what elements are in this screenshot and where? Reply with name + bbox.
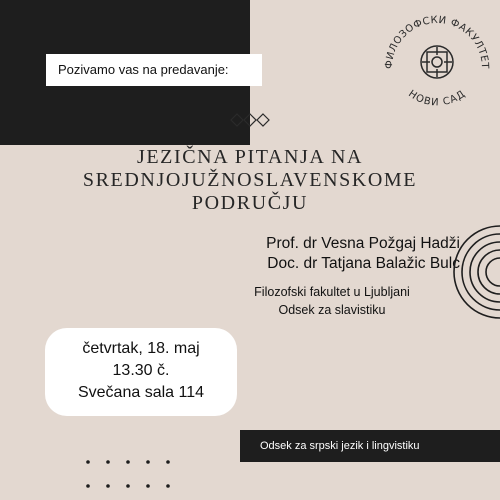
title-line-2: SREDNJOJUŽNOSLAVENSKOME [82, 169, 418, 191]
affiliation-department: Odsek za slavistiku [278, 303, 386, 317]
concentric-circles-ornament [440, 222, 500, 322]
svg-text:НОВИ САД [406, 88, 468, 108]
diamond-ornament-icon [230, 112, 270, 128]
invitation-label: Pozivamo vas na predavanje: [46, 54, 262, 86]
title-line-1: JEZIČNA PITANJA NA [136, 146, 364, 168]
event-date: četvrtak, 18. maj [82, 340, 200, 357]
seal-text-top: ФИЛОЗОФСКИ ФАКУЛТЕТ [383, 14, 491, 70]
event-venue: Svečana sala 114 [77, 384, 204, 401]
speaker-2: Doc. dr Tatjana Balažic Bulc [267, 255, 460, 272]
event-details-card [45, 328, 237, 416]
faculty-seal-logo [378, 6, 496, 124]
dot-grid-ornament [84, 456, 174, 496]
seal-text-bottom: НОВИ САД [406, 88, 468, 109]
seal-emblem-icon [421, 46, 453, 78]
lecture-title [0, 146, 500, 215]
event-time: 13.30 č. [112, 362, 170, 379]
affiliation-faculty: Filozofski fakultet u Ljubljani [254, 285, 410, 299]
title-line-3: PODRUČJU [191, 192, 309, 214]
svg-text:ФИЛОЗОФСКИ ФАКУЛТЕТ [384, 15, 490, 70]
speaker-1: Prof. dr Vesna Požgaj Hadži [266, 235, 460, 252]
organizer-department-banner: Odsek za srpski jezik i lingvistiku [240, 430, 500, 462]
